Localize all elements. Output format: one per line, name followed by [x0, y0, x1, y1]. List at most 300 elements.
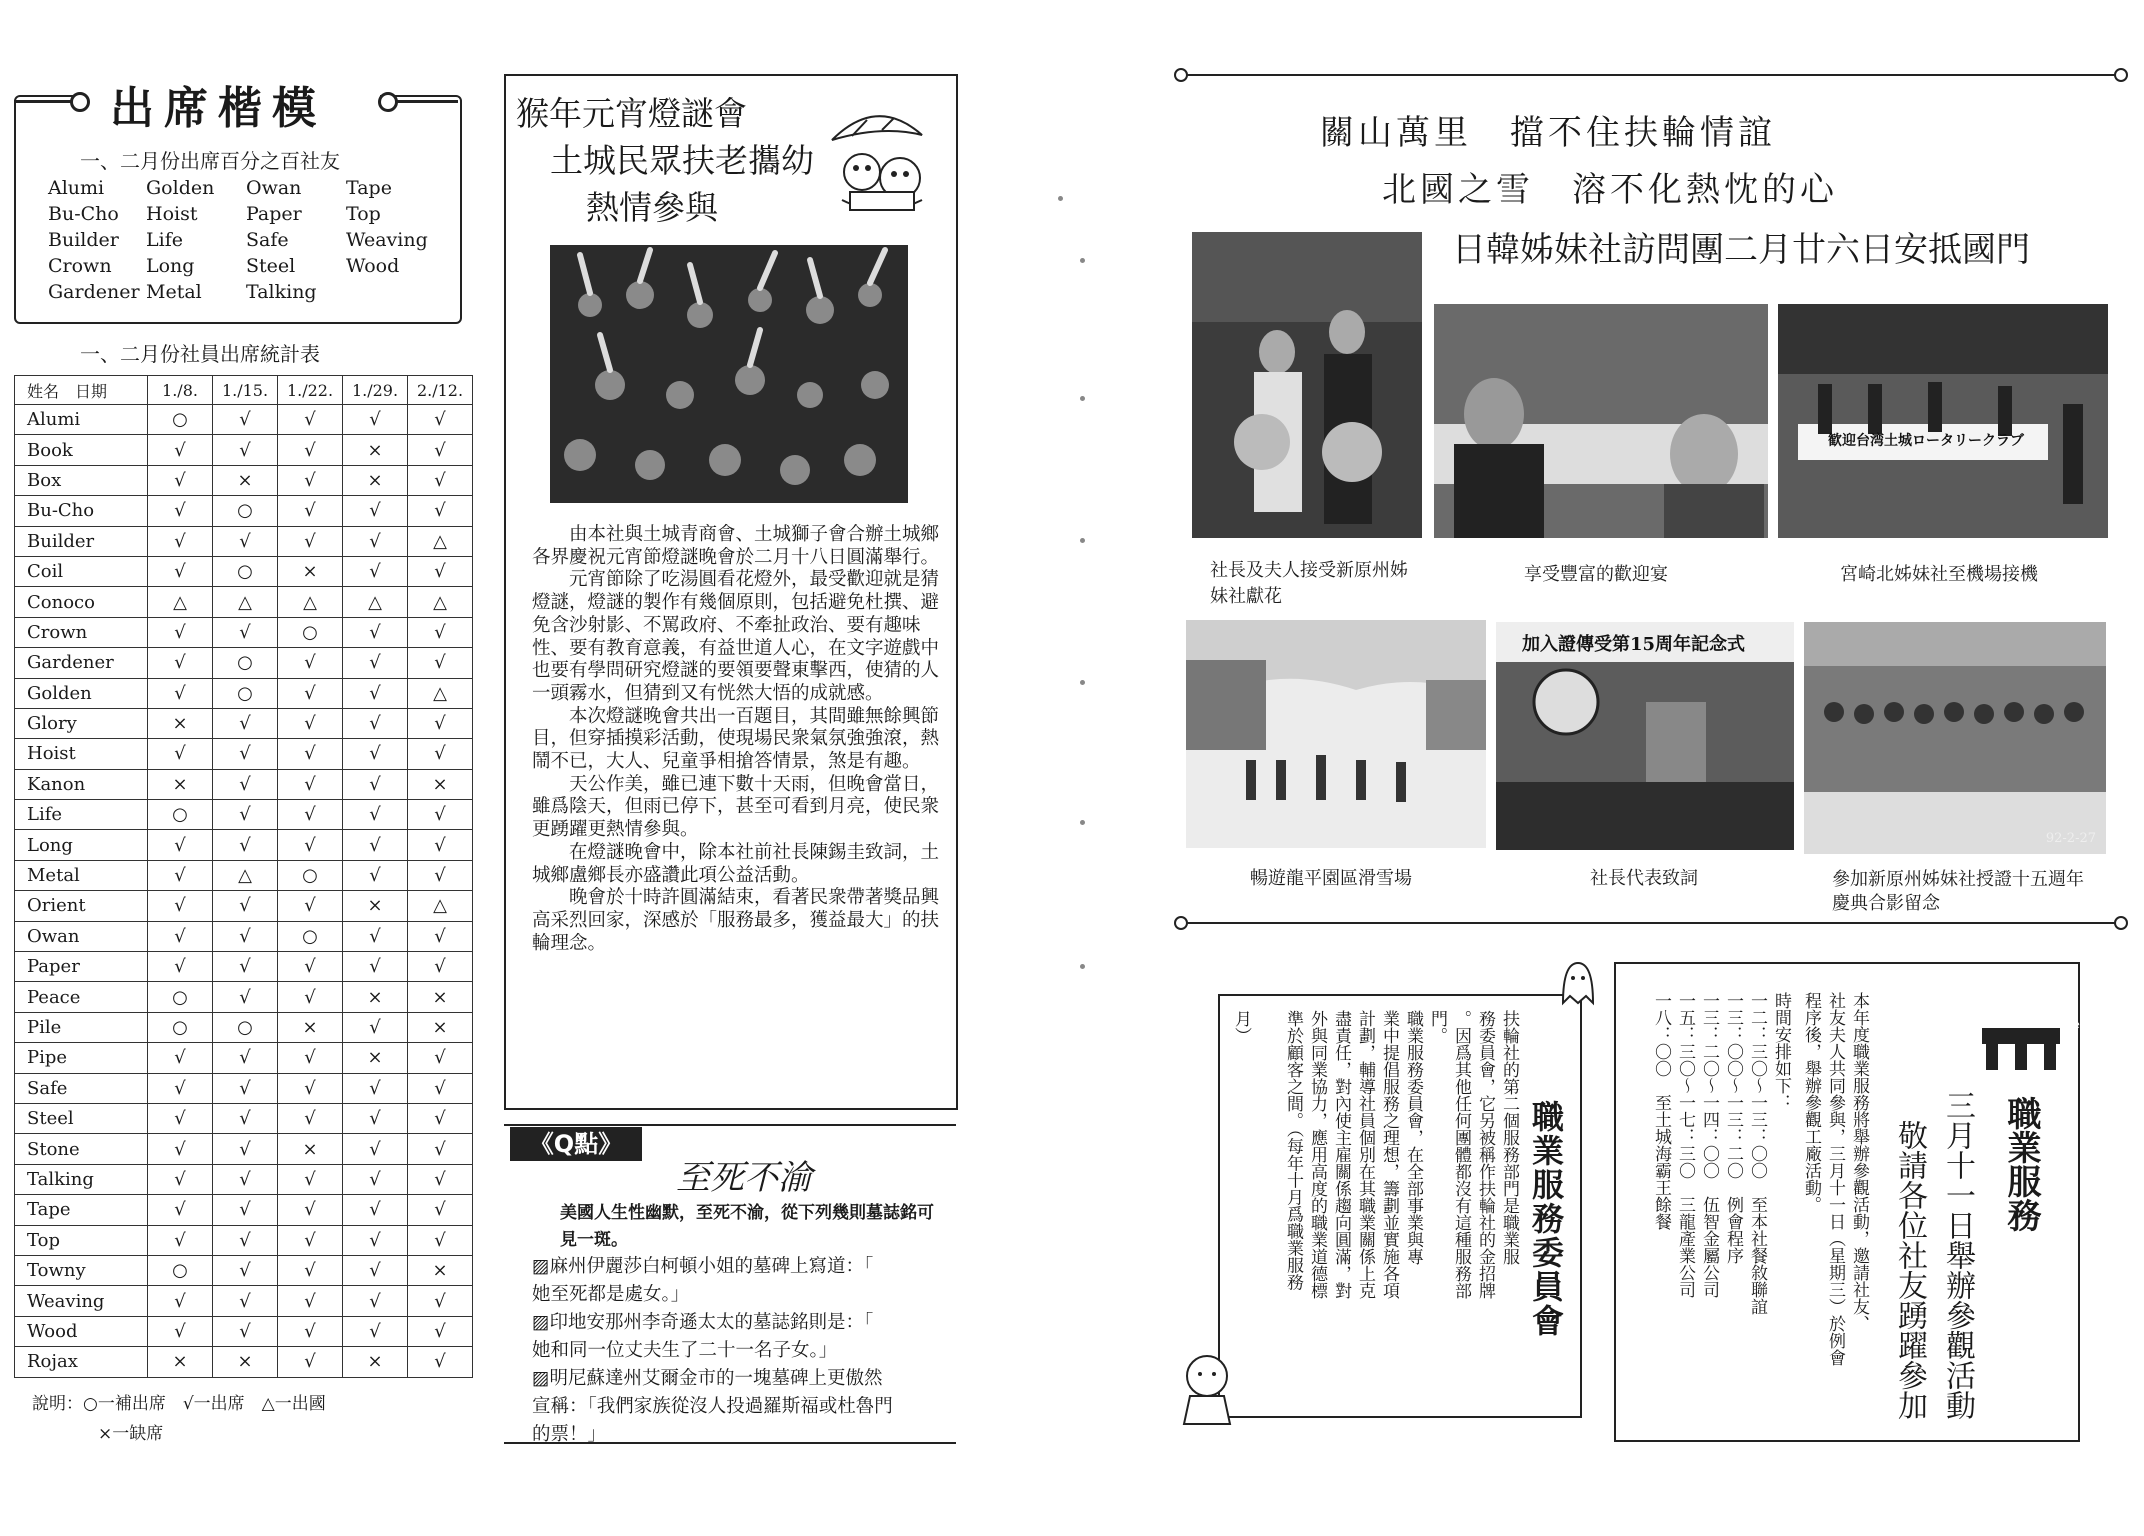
attendance-mark-cell: ○: [278, 860, 343, 890]
attendance-mark-cell: √: [408, 648, 473, 678]
full-attendance-heading: 一、二月份出席百分之百社友: [80, 149, 340, 173]
table-row: [15, 1073, 473, 1103]
attendance-mark-cell: √: [343, 617, 408, 647]
table-row: [15, 1103, 473, 1133]
attendance-mark-cell: ×: [408, 1255, 473, 1285]
welcome-banquet-photo: [1434, 304, 1768, 538]
schedule-item: 一三：〇〇～一三：二〇 例會程序: [1723, 992, 1743, 1264]
attendance-mark-cell: √: [408, 465, 473, 495]
table-row: [15, 648, 473, 678]
table-row: [15, 708, 473, 738]
ghost-mascot-icon: [1558, 958, 1598, 1008]
table-row: [15, 1286, 473, 1316]
epitaph-line: 的票！」: [532, 1424, 607, 1445]
attendance-mark-cell: ×: [343, 435, 408, 465]
photo-caption: 暢遊龍平園區滑雪場: [1250, 868, 1412, 889]
attendance-mark-cell: ○: [213, 1012, 278, 1042]
president-speech-photo: [1496, 622, 1794, 850]
committee-text-column: 職業服務委員會，在全部事業與專: [1403, 1010, 1423, 1265]
member-name: Long: [146, 255, 195, 277]
member-name: Tape: [346, 177, 392, 199]
attendance-mark-cell: √: [213, 1164, 278, 1194]
header-date: 2./12.: [408, 376, 473, 405]
member-name-cell: Coil: [15, 556, 148, 586]
member-name-cell: Long: [15, 830, 148, 860]
attendance-mark-cell: √: [343, 800, 408, 830]
table-row: [15, 617, 473, 647]
anniversary-group-photo: [1804, 622, 2106, 854]
attendance-mark-cell: √: [408, 1043, 473, 1073]
attendance-mark-cell: √: [213, 1134, 278, 1164]
attendance-mark-cell: √: [148, 617, 213, 647]
member-name-cell: Golden: [15, 678, 148, 708]
attendance-mark-cell: √: [408, 435, 473, 465]
member-name-cell: Peace: [15, 982, 148, 1012]
attendance-mark-cell: ○: [148, 1255, 213, 1285]
rule-ornament: [2114, 916, 2128, 930]
header-name-date: 姓名 日期: [15, 376, 148, 405]
committee-text-column: 盡責任，對內使主雇關係趨向圓滿，對: [1331, 1010, 1351, 1299]
rule-ornament: [1174, 68, 1188, 82]
attendance-mark-cell: √: [343, 648, 408, 678]
attendance-mark-cell: ×: [408, 982, 473, 1012]
attendance-mark-cell: √: [278, 1225, 343, 1255]
member-name: Paper: [246, 203, 302, 225]
attendance-mark-cell: √: [278, 1347, 343, 1377]
binding-hole: [1058, 196, 1063, 201]
member-name-cell: Orient: [15, 891, 148, 921]
attendance-mark-cell: √: [343, 1225, 408, 1255]
table-row: [15, 1043, 473, 1073]
article-headline: 猴年元宵燈謎會: [516, 94, 747, 133]
member-name: Talking: [246, 281, 317, 303]
attendance-mark-cell: ×: [278, 556, 343, 586]
attendance-mark-cell: √: [148, 830, 213, 860]
attendance-mark-cell: ×: [148, 769, 213, 799]
table-row: [15, 1255, 473, 1285]
attendance-mark-cell: ×: [148, 708, 213, 738]
notice-text-column: 社友夫人共同參與，三月十一日（星期三）於例會: [1825, 992, 1845, 1366]
article-paragraph: 天公作美，雖已連下數十天雨，但晚會當日，雖爲陰天，但雨已停下，甚至可看到月亮，使民衆更踴躍更熱情參與。: [532, 773, 940, 841]
member-name-cell: Weaving: [15, 1286, 148, 1316]
attendance-mark-cell: √: [148, 891, 213, 921]
visit-headline-line2: 北國之雪 溶不化熱忱的心: [1382, 170, 1838, 210]
attendance-mark-cell: ×: [343, 891, 408, 921]
member-name-cell: Top: [15, 1225, 148, 1255]
attendance-mark-cell: ○: [213, 678, 278, 708]
attendance-mark-cell: √: [148, 1225, 213, 1255]
attendance-mark-cell: √: [213, 1073, 278, 1103]
member-name-cell: Stone: [15, 1134, 148, 1164]
committee-text-column: 準於顧客之間。（每年十月爲職業服務: [1283, 1010, 1303, 1291]
attendance-mark-cell: √: [343, 952, 408, 982]
attendance-mark-cell: √: [148, 465, 213, 495]
attendance-mark-cell: √: [408, 1103, 473, 1133]
attendance-mark-cell: √: [213, 921, 278, 951]
table-legend-absent: ×一缺席: [98, 1424, 164, 1444]
table-row: [15, 556, 473, 586]
attendance-mark-cell: △: [343, 587, 408, 617]
schedule-item: 一八：〇〇 至土城海霸王餘餐: [1651, 992, 1671, 1230]
member-name-cell: Safe: [15, 1073, 148, 1103]
article-paragraph: 由本社與土城青商會、土城獅子會合辦土城鄉各界慶祝元宵節燈謎晚會於二月十八日圓滿舉行。: [532, 524, 940, 568]
member-name-cell: Alumi: [15, 405, 148, 435]
attendance-mark-cell: √: [213, 617, 278, 647]
attendance-mark-cell: √: [278, 1073, 343, 1103]
committee-text-column: 務委員會，它另被稱作扶輪社的金招牌: [1475, 1010, 1495, 1299]
attendance-mark-cell: √: [343, 1134, 408, 1164]
epitaph-line: ▨明尼蘇達州艾爾金市的一塊墓碑上更傲然: [532, 1368, 883, 1389]
attendance-mark-cell: √: [408, 405, 473, 435]
photo-graphic: [1192, 232, 1422, 538]
table-row: [15, 526, 473, 556]
attendance-mark-cell: √: [408, 1316, 473, 1346]
notice-text-column: 本年度職業服務將舉辦參觀活動，邀請社友、: [1849, 992, 1869, 1332]
notice-text-column: 程序後，舉辦參觀工廠活動。: [1801, 992, 1821, 1213]
attendance-mark-cell: √: [278, 1195, 343, 1225]
attendance-mark-cell: √: [148, 556, 213, 586]
committee-text-column: 外與同業協力，應用高度的職業道德標: [1307, 1010, 1327, 1299]
attendance-mark-cell: ×: [408, 769, 473, 799]
attendance-mark-cell: √: [343, 1286, 408, 1316]
photo-caption: 宮崎北姊妹社至機場接機: [1840, 564, 2038, 585]
attendance-mark-cell: ×: [213, 1347, 278, 1377]
title-ornament-right: [378, 92, 398, 112]
q-point-intro: 美國人生性幽默，至死不渝，從下列幾則墓誌銘可見一斑。: [560, 1203, 934, 1250]
binding-hole: [1080, 680, 1085, 685]
member-name: Life: [146, 229, 183, 251]
attendance-mark-cell: √: [343, 1012, 408, 1042]
attendance-mark-cell: √: [408, 921, 473, 951]
member-name-cell: Conoco: [15, 587, 148, 617]
member-name: Top: [346, 203, 381, 225]
member-name-cell: Life: [15, 800, 148, 830]
binding-hole: [1080, 820, 1085, 825]
attendance-mark-cell: √: [343, 1103, 408, 1133]
attendance-mark-cell: ×: [343, 1043, 408, 1073]
attendance-mark-cell: √: [213, 891, 278, 921]
attendance-mark-cell: √: [213, 800, 278, 830]
member-name-cell: Wood: [15, 1316, 148, 1346]
attendance-mark-cell: ○: [278, 921, 343, 951]
photo-caption: 參加新原州姊妹社授證十五週年慶典合影留念: [1832, 869, 2084, 914]
attendance-mark-cell: √: [148, 435, 213, 465]
attendance-mark-cell: √: [408, 556, 473, 586]
attendance-mark-cell: √: [278, 830, 343, 860]
q-point-label: 《Q點》: [510, 1127, 642, 1161]
table-legend: 說明：○一補出席 √一出席 △一出國: [32, 1394, 326, 1414]
attendance-mark-cell: √: [408, 1073, 473, 1103]
table-row: [15, 982, 473, 1012]
attendance-mark-cell: √: [343, 830, 408, 860]
table-row: [15, 678, 473, 708]
table-row: [15, 587, 473, 617]
photo-graphic: [1804, 622, 2106, 854]
table-row: [15, 465, 473, 495]
committee-title: 職業服務委員會: [1527, 1100, 1565, 1338]
member-name-cell: Box: [15, 465, 148, 495]
header-date: 1./15.: [213, 376, 278, 405]
bouquet-welcome-photo: [1192, 232, 1422, 538]
table-row: [15, 1012, 473, 1042]
attendance-mark-cell: √: [408, 739, 473, 769]
attendance-mark-cell: √: [408, 830, 473, 860]
attendance-mark-cell: △: [213, 860, 278, 890]
attendance-mark-cell: √: [213, 1195, 278, 1225]
member-name: Wood: [346, 255, 400, 277]
visit-headline: 關山萬里 擋不住扶輪情誼: [1320, 113, 1776, 153]
attendance-mark-cell: ○: [278, 617, 343, 647]
committee-text-column: 業中提倡服務之理想，籌劃並實施各項: [1379, 1010, 1399, 1299]
attendance-mark-cell: √: [148, 678, 213, 708]
member-name-cell: Steel: [15, 1103, 148, 1133]
attendance-mark-cell: √: [278, 708, 343, 738]
member-name-cell: Tape: [15, 1195, 148, 1225]
attendance-mark-cell: √: [278, 465, 343, 495]
vocational-service-logo-icon: [1976, 1006, 2066, 1072]
attendance-mark-cell: √: [148, 1316, 213, 1346]
attendance-mark-cell: √: [148, 1073, 213, 1103]
committee-text-column: 計劃，輔導社員個別在其職業關係上克: [1355, 1010, 1375, 1299]
epitaph-line: 她和同一位丈夫生了二十一名子女。」: [532, 1340, 838, 1361]
attendance-mark-cell: √: [213, 739, 278, 769]
attendance-mark-cell: √: [148, 1134, 213, 1164]
table-row: [15, 1225, 473, 1255]
attendance-mark-cell: ×: [278, 1134, 343, 1164]
member-name: Alumi: [48, 177, 105, 199]
member-name-cell: Kanon: [15, 769, 148, 799]
attendance-mark-cell: √: [278, 739, 343, 769]
attendance-mark-cell: △: [408, 891, 473, 921]
airport-welcome-photo: [1778, 304, 2108, 538]
attendance-mark-cell: √: [343, 860, 408, 890]
attendance-mark-cell: √: [408, 860, 473, 890]
attendance-mark-cell: √: [408, 617, 473, 647]
attendance-mark-cell: ○: [148, 1012, 213, 1042]
attendance-mark-cell: √: [278, 526, 343, 556]
attendance-mark-cell: √: [148, 921, 213, 951]
attendance-mark-cell: √: [408, 1164, 473, 1194]
attendance-mark-cell: √: [343, 405, 408, 435]
header-date: 1./8.: [148, 376, 213, 405]
table-row: [15, 1316, 473, 1346]
schedule-item: 一二：三〇～一三：〇〇 至本社餐敘聯誼: [1747, 992, 1767, 1315]
article-paragraph: 本次燈謎晚會共出一百題目，其間雖無餘興節目，但穿插摸彩活動，使現場民衆氣氛強強滾，熱鬧不已，大人、兒童爭相搶答情景，煞是有趣。: [532, 705, 940, 773]
member-name-cell: Owan: [15, 921, 148, 951]
attendance-mark-cell: ×: [343, 1347, 408, 1377]
attendance-mark-cell: √: [343, 739, 408, 769]
attendance-mark-cell: △: [278, 587, 343, 617]
member-name: Builder: [48, 229, 119, 251]
member-name-cell: Bu-Cho: [15, 496, 148, 526]
attendance-mark-cell: √: [213, 1316, 278, 1346]
table-row: [15, 1164, 473, 1194]
attendance-mark-cell: √: [408, 1225, 473, 1255]
ceremony-banner-text: 加入證傳受第15周年記念式: [1522, 634, 1746, 655]
attendance-mark-cell: √: [278, 769, 343, 799]
vocational-headline-line2: 敬請各位社友踴躍參加: [1892, 1120, 1927, 1420]
attendance-mark-cell: √: [278, 1255, 343, 1285]
vocational-logo-text: vocational service: [1980, 1018, 2080, 1031]
member-name: Gardener: [48, 281, 140, 303]
attendance-mark-cell: √: [148, 1043, 213, 1073]
photo-caption: 享受豐富的歡迎宴: [1524, 564, 1668, 585]
attendance-mark-cell: √: [213, 708, 278, 738]
title-ornament-left: [70, 92, 90, 112]
attendance-mark-cell: √: [343, 1195, 408, 1225]
epitaph-line: ▨麻州伊麗莎白柯頓小姐的墓碑上寫道：「: [532, 1256, 874, 1277]
rule-ornament: [1174, 916, 1188, 930]
attendance-mark-cell: √: [278, 1316, 343, 1346]
attendance-mark-cell: √: [408, 952, 473, 982]
attendance-mark-cell: √: [148, 1103, 213, 1133]
member-name: Golden: [146, 177, 215, 199]
attendance-mark-cell: √: [148, 1286, 213, 1316]
q-point-title: 至死不渝: [676, 1158, 812, 1198]
photo-graphic: [1778, 304, 2108, 538]
attendance-mark-cell: √: [408, 1347, 473, 1377]
attendance-mark-cell: ×: [213, 465, 278, 495]
attendance-mark-cell: √: [343, 769, 408, 799]
attendance-mark-cell: △: [408, 526, 473, 556]
attendance-mark-cell: ×: [343, 982, 408, 1012]
member-name-cell: Talking: [15, 1164, 148, 1194]
member-name: Crown: [48, 255, 112, 277]
attendance-mark-cell: √: [408, 800, 473, 830]
photo-caption: 社長及夫人接受新原州姊妹社獻花: [1210, 560, 1408, 607]
binding-hole: [1080, 258, 1085, 263]
committee-text-column: 門。: [1427, 1010, 1447, 1044]
member-name: Bu-Cho: [48, 203, 119, 225]
attendance-mark-cell: √: [278, 1286, 343, 1316]
attendance-mark-cell: ○: [148, 982, 213, 1012]
member-name-cell: Towny: [15, 1255, 148, 1285]
honor-roll-title: 出席楷模: [110, 83, 326, 134]
committee-text-column: 扶輪社的第二個服務部門是職業服: [1499, 1010, 1519, 1265]
header-date: 1./22.: [278, 376, 343, 405]
attendance-mark-cell: √: [278, 496, 343, 526]
section-rule: [1180, 74, 2120, 76]
attendance-mark-cell: √: [408, 1195, 473, 1225]
member-name-cell: Paper: [15, 952, 148, 982]
attendance-mark-cell: √: [278, 678, 343, 708]
attendance-mark-cell: √: [213, 952, 278, 982]
schedule-item: 一五：三〇～一七：三〇 三龍產業公司: [1675, 992, 1695, 1298]
epitaph-line: 宣稱：「我們家族從沒人投過羅斯福或杜魯門: [532, 1396, 893, 1417]
welcome-banner-text: 歓迎台湾土城ロータリークラブ: [1828, 433, 2024, 449]
photo-caption: 社長代表致詞: [1590, 868, 1698, 889]
attendance-mark-cell: ×: [148, 1347, 213, 1377]
attendance-mark-cell: √: [278, 648, 343, 678]
crowd-photo-graphic: [550, 245, 908, 503]
attendance-mark-cell: ○: [148, 405, 213, 435]
article-paragraph: 元宵節除了吃湯圓看花燈外，最受歡迎就是猜燈謎，燈謎的製作有幾個原則，包括避免杜撰、避免含沙射影、不罵政府、不牽扯政治、要有趣味性、要有教育意義，有益世道人心，在文字遊戲中也要有學問研究燈謎的要領要聲東擊西，使猜的人一頭霧水，但猜到又有恍然大悟的成就感。: [532, 569, 940, 704]
attendance-mark-cell: √: [148, 496, 213, 526]
vocational-service-title: 職業服務: [2001, 1096, 2041, 1232]
photo-graphic: [1186, 620, 1486, 848]
article-headline-line2: 土城民眾扶老攜幼: [550, 141, 814, 180]
attendance-mark-cell: ○: [213, 496, 278, 526]
attendance-mark-cell: √: [213, 1286, 278, 1316]
attendance-mark-cell: √: [278, 952, 343, 982]
notice-text-column: 時間安排如下：: [1771, 992, 1791, 1111]
table-row: [15, 769, 473, 799]
binding-hole: [1080, 964, 1085, 969]
attendance-mark-cell: ○: [213, 648, 278, 678]
committee-text-column: 月）: [1231, 1010, 1251, 1044]
member-name-cell: Hoist: [15, 739, 148, 769]
attendance-mark-cell: √: [343, 526, 408, 556]
member-name: Steel: [246, 255, 296, 277]
attendance-mark-cell: √: [343, 1073, 408, 1103]
attendance-mark-cell: √: [343, 496, 408, 526]
epitaph-line: 她至死都是處女。」: [532, 1284, 690, 1305]
member-name: Metal: [146, 281, 202, 303]
full-attendance-list: [48, 176, 438, 304]
article-headline-line3: 熱情參與: [586, 188, 718, 227]
attendance-mark-cell: ○: [213, 556, 278, 586]
table-row: [15, 405, 473, 435]
photo-graphic: [1496, 622, 1794, 850]
attendance-mark-cell: √: [278, 405, 343, 435]
attendance-mark-cell: √: [213, 1225, 278, 1255]
member-name-cell: Builder: [15, 526, 148, 556]
member-name-cell: Glory: [15, 708, 148, 738]
table-row: [15, 1195, 473, 1225]
attendance-mark-cell: √: [408, 708, 473, 738]
attendance-mark-cell: √: [278, 982, 343, 1012]
attendance-mark-cell: √: [278, 1103, 343, 1133]
attendance-mark-cell: √: [213, 435, 278, 465]
attendance-mark-cell: √: [213, 526, 278, 556]
attendance-mark-cell: ×: [408, 1012, 473, 1042]
table-row: [15, 830, 473, 860]
attendance-mark-cell: √: [408, 496, 473, 526]
member-name: Weaving: [346, 229, 428, 251]
attendance-mark-cell: △: [148, 587, 213, 617]
table-row: [15, 891, 473, 921]
member-name-cell: Gardener: [15, 648, 148, 678]
article-paragraph: 在燈謎晚會中，除本社前社長陳錫圭致詞，土城鄉盧鄉長亦盛讚此項公益活動。: [532, 841, 940, 886]
table-row: [15, 860, 473, 890]
lantern-festival-crowd-photo: [550, 245, 908, 503]
attendance-mark-cell: √: [343, 708, 408, 738]
cartoon-mascot-illustration: [822, 100, 940, 220]
member-name-cell: Rojax: [15, 1347, 148, 1377]
table-row: [15, 739, 473, 769]
member-name: Hoist: [146, 203, 198, 225]
attendance-mark-cell: √: [408, 1286, 473, 1316]
epitaph-line: ▨印地安那州李奇遜太太的墓誌銘則是：「: [532, 1312, 874, 1333]
title-rule-left: [14, 100, 74, 103]
girl-mascot-icon: [1172, 1348, 1242, 1428]
attendance-mark-cell: √: [213, 769, 278, 799]
attendance-mark-cell: √: [343, 921, 408, 951]
attendance-mark-cell: △: [408, 678, 473, 708]
rule-ornament: [2114, 68, 2128, 82]
header-date: 1./29.: [343, 376, 408, 405]
attendance-mark-cell: √: [148, 648, 213, 678]
ski-resort-photo: [1186, 620, 1486, 848]
attendance-table: [14, 375, 473, 1378]
vocational-headline: 三月十一日舉辦參觀活動: [1940, 1090, 1975, 1420]
attendance-mark-cell: ○: [148, 800, 213, 830]
lantern-article-body: [532, 524, 942, 955]
binding-hole: [1080, 396, 1085, 401]
attendance-mark-cell: √: [343, 1255, 408, 1285]
attendance-mark-cell: √: [278, 435, 343, 465]
attendance-mark-cell: √: [213, 1043, 278, 1073]
